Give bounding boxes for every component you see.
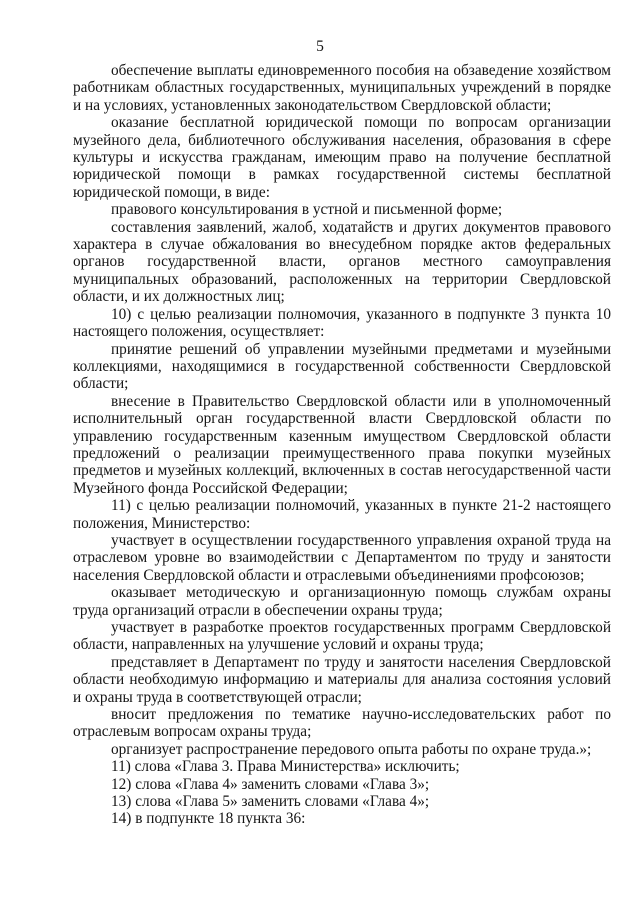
paragraph-2: оказание бесплатной юридической помощи по вопросам организации музейного дела, библиотечного обслуживания населения, образования в сфере культуры и искусства гражданам, имеющим право на получение бесплатной юридической помощи в рамках государственной системы бесплатной юридической помощи, в виде: [73, 114, 611, 201]
paragraph-15: 11) слова «Глава 3. Права Министерства» исключить; [111, 758, 460, 776]
paragraph-11: участвует в разработке проектов государственных программ Свердловской области, направленных на улучшение условий и охраны труда; [73, 619, 611, 654]
paragraph-4: составления заявлений, жалоб, ходатайств и других документов правового характера в случае обжалования во внесудебном порядке актов федеральных органов государственной власти, органов местного самоуправления муниципальных образований, расположенных на территории Свердловской области, и их должностных лиц; [73, 218, 611, 306]
paragraph-17: 13) слова «Глава 5» заменить словами «Глава 4»; [111, 793, 430, 811]
paragraph-18: 14) в подпункте 18 пункта 36: [111, 810, 306, 828]
page-number: 5 [316, 38, 324, 55]
paragraph-12: представляет в Департамент по труду и занятости населения Свердловской области необходимую информацию и материалы для анализа состояния условий и охраны труда в соответствующей отрасли; [73, 653, 611, 706]
paragraph-5: 10) с целью реализации полномочия, указанного в подпункте 3 пункта 10 настоящего положения, осуществляет: [73, 305, 611, 341]
paragraph-8: 11) с целью реализации полномочий, указанных в пункте 21-2 настоящего положения, Министерство: [73, 497, 611, 532]
document-body [73, 62, 611, 828]
paragraph-13: вносит предложения по тематике научно-исследовательских работ по отраслевым вопросам охраны труда; [73, 706, 611, 741]
paragraph-16: 12) слова «Глава 4» заменить словами «Глава 3»; [111, 775, 430, 793]
paragraph-7: внесение в Правительство Свердловской области или в уполномоченный исполнительный орган государственной власти Свердловской области по управлению государственным казенным имуществом Свердловской области предложений о реализации преимущественного права покупки музейных предметов и музейных коллекций, включенных в состав негосударственной части Музейного фонда Российской Федерации; [73, 392, 611, 497]
paragraph-14: организует распространение передового опыта работы по охране труда.»; [111, 740, 592, 758]
paragraph-6: принятие решений об управлении музейными предметами и музейными коллекциями, находящимися в государственной собственности Свердловской области; [73, 340, 611, 393]
paragraph-1: обеспечение выплаты единовременного пособия на обзаведение хозяйством работникам областных государственных, муниципальных учреждений в порядке и на условиях, установленных законодательством Свердловской области; [73, 62, 611, 114]
paragraph-3: правового консультирования в устной и письменной форме; [111, 201, 503, 219]
paragraph-9: участвует в осуществлении государственного управления охраной труда на отраслевом уровне во взаимодействии с Департаментом по труду и занятости населения Свердловской области и отраслевыми объединениями профсоюзов; [73, 531, 611, 584]
paragraph-10: оказывает методическую и организационную помощь службам охраны труда организаций отрасли в обеспечении охраны труда; [73, 584, 611, 619]
